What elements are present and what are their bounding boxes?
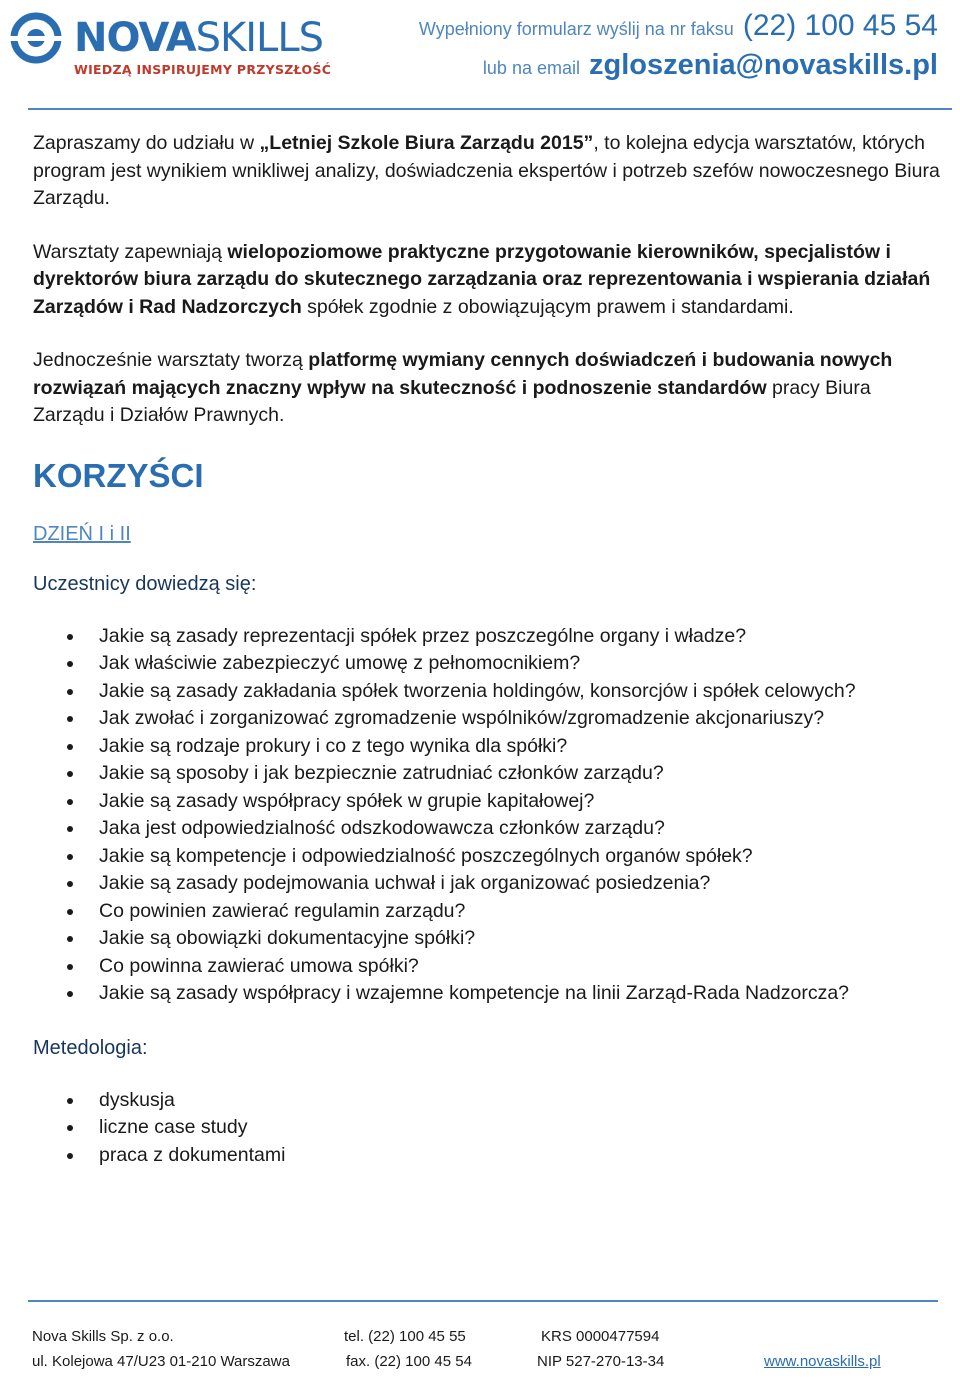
benefit-list-item: Jakie są zasady podejmowania uchwał i jak organizować posiedzenia? <box>33 870 943 898</box>
benefit-list-item: Co powinien zawierać regulamin zarządu? <box>33 898 943 926</box>
brand-tagline: WIEDZĄ INSPIRUJEMY PRZYSZŁOŚĆ <box>74 62 332 77</box>
brand-main: NOVA <box>74 15 196 61</box>
footer-nip: NIP 527-270-13-34 <box>537 1353 665 1370</box>
fax-prefix: Wypełniony formularz wyślij na nr faksu <box>418 19 734 39</box>
benefit-list-item: Jakie są kompetencje i odpowiedzialność poszczególnych organów spółek? <box>33 843 943 871</box>
intro-p1-text-a: Zapraszamy do udziału w <box>33 132 260 154</box>
email-link[interactable]: zgloszenia@novaskills.pl <box>589 49 938 81</box>
benefit-list-item: Jakie są rodzaje prokury i co z tego wynika dla spółki? <box>33 733 943 761</box>
benefit-list-item: Jaka jest odpowiedzialność odszkodowawcza członków zarządu? <box>33 815 943 843</box>
intro-p2-text-b: spółek zgodnie z obowiązującym prawem i standardami. <box>301 295 794 318</box>
intro-p2-bold: wielopoziomowe praktyczne przygotowanie kierowników, specjalistów i dyrektorów biura zarządu do skutecznego zarządzania oraz reprezentowania i wspierania działań Zarządów i Rad Nadzorczych <box>33 240 931 318</box>
header-contact <box>419 6 938 88</box>
benefits-heading: KORZYŚCI <box>33 456 204 494</box>
intro-p3-text-b: pracy Biura Zarządu i Działów Prawnych. <box>33 376 871 426</box>
day-heading: DZIEŃ I i II <box>33 522 131 545</box>
brand-second: SKILLS <box>195 15 323 61</box>
header-divider <box>28 108 952 110</box>
methodology-list-item: praca z dokumentami <box>33 1142 943 1170</box>
benefit-list-item: Jakie są zasady reprezentacji spółek przez poszczególne organy i władze? <box>33 623 943 651</box>
page-header <box>0 0 960 110</box>
intro-p3-text-a: Jednocześnie warsztaty tworzą <box>33 349 309 371</box>
benefits-list <box>33 623 943 1008</box>
methodology-list <box>33 1087 943 1170</box>
footer-fax: fax. (22) 100 45 54 <box>346 1353 472 1370</box>
intro-p1-text-b: , to kolejna edycja warsztatów, których program jest wynikiem wnikliwej analizy, doświadczenia ekspertów i potrzeb szefów nowoczesnego Biura Zarządu. <box>33 132 940 209</box>
participants-heading: Uczestnicy dowiedzą się: <box>33 572 257 595</box>
methodology-list-item: liczne case study <box>33 1114 943 1142</box>
footer-tel: tel. (22) 100 45 55 <box>344 1328 466 1345</box>
fax-number: (22) 100 45 54 <box>742 9 938 42</box>
footer-company: Nova Skills Sp. z o.o. <box>32 1328 174 1345</box>
logo-emblem-icon <box>8 10 68 70</box>
main-content <box>33 130 943 1195</box>
benefit-list-item: Co powinna zawierać umowa spółki? <box>33 953 943 981</box>
footer-website-link[interactable]: www.novaskills.pl <box>764 1353 881 1370</box>
intro-p3-bold: platformę wymiany cennych doświadczeń i budowania nowych rozwiązań mających znaczny wpływ na skuteczność i podnoszenie standardów <box>33 349 893 399</box>
intro-p1-bold: „Letniej Szkole Biura Zarządu 2015” <box>259 132 594 154</box>
intro-paragraph-1 <box>33 130 943 213</box>
benefit-list-item: Jakie są zasady współpracy i wzajemne kompetencje na linii Zarząd-Rada Nadzorcza? <box>33 980 943 1008</box>
benefit-list-item: Jakie są sposoby i jak bezpiecznie zatrudniać członków zarządu? <box>33 760 943 788</box>
novaskills-logo <box>8 10 348 82</box>
methodology-heading: Metedologia: <box>33 1036 148 1059</box>
benefit-list-item: Jakie są obowiązki dokumentacyjne spółki? <box>33 925 943 953</box>
benefit-list-item: Jakie są zasady współpracy spółek w grupie kapitałowej? <box>33 788 943 816</box>
benefit-list-item: Jak właściwie zabezpieczyć umowę z pełnomocnikiem? <box>33 650 943 678</box>
intro-paragraph-2 <box>33 239 943 322</box>
brand-wordmark <box>74 14 323 62</box>
intro-p2-text-a: Warsztaty zapewniają <box>33 240 228 263</box>
intro-paragraph-3 <box>33 347 943 430</box>
footer-krs: KRS 0000477594 <box>541 1328 660 1345</box>
benefit-list-item: Jakie są zasady zakładania spółek tworzenia holdingów, konsorcjów i spółek celowych? <box>33 678 943 706</box>
email-prefix: lub na email <box>482 58 580 78</box>
benefit-list-item: Jak zwołać i zorganizować zgromadzenie wspólników/zgromadzenie akcjonariuszy? <box>33 705 943 733</box>
footer-divider <box>28 1300 938 1302</box>
footer-address: ul. Kolejowa 47/U23 01-210 Warszawa <box>32 1353 290 1370</box>
methodology-list-item: dyskusja <box>33 1087 943 1115</box>
